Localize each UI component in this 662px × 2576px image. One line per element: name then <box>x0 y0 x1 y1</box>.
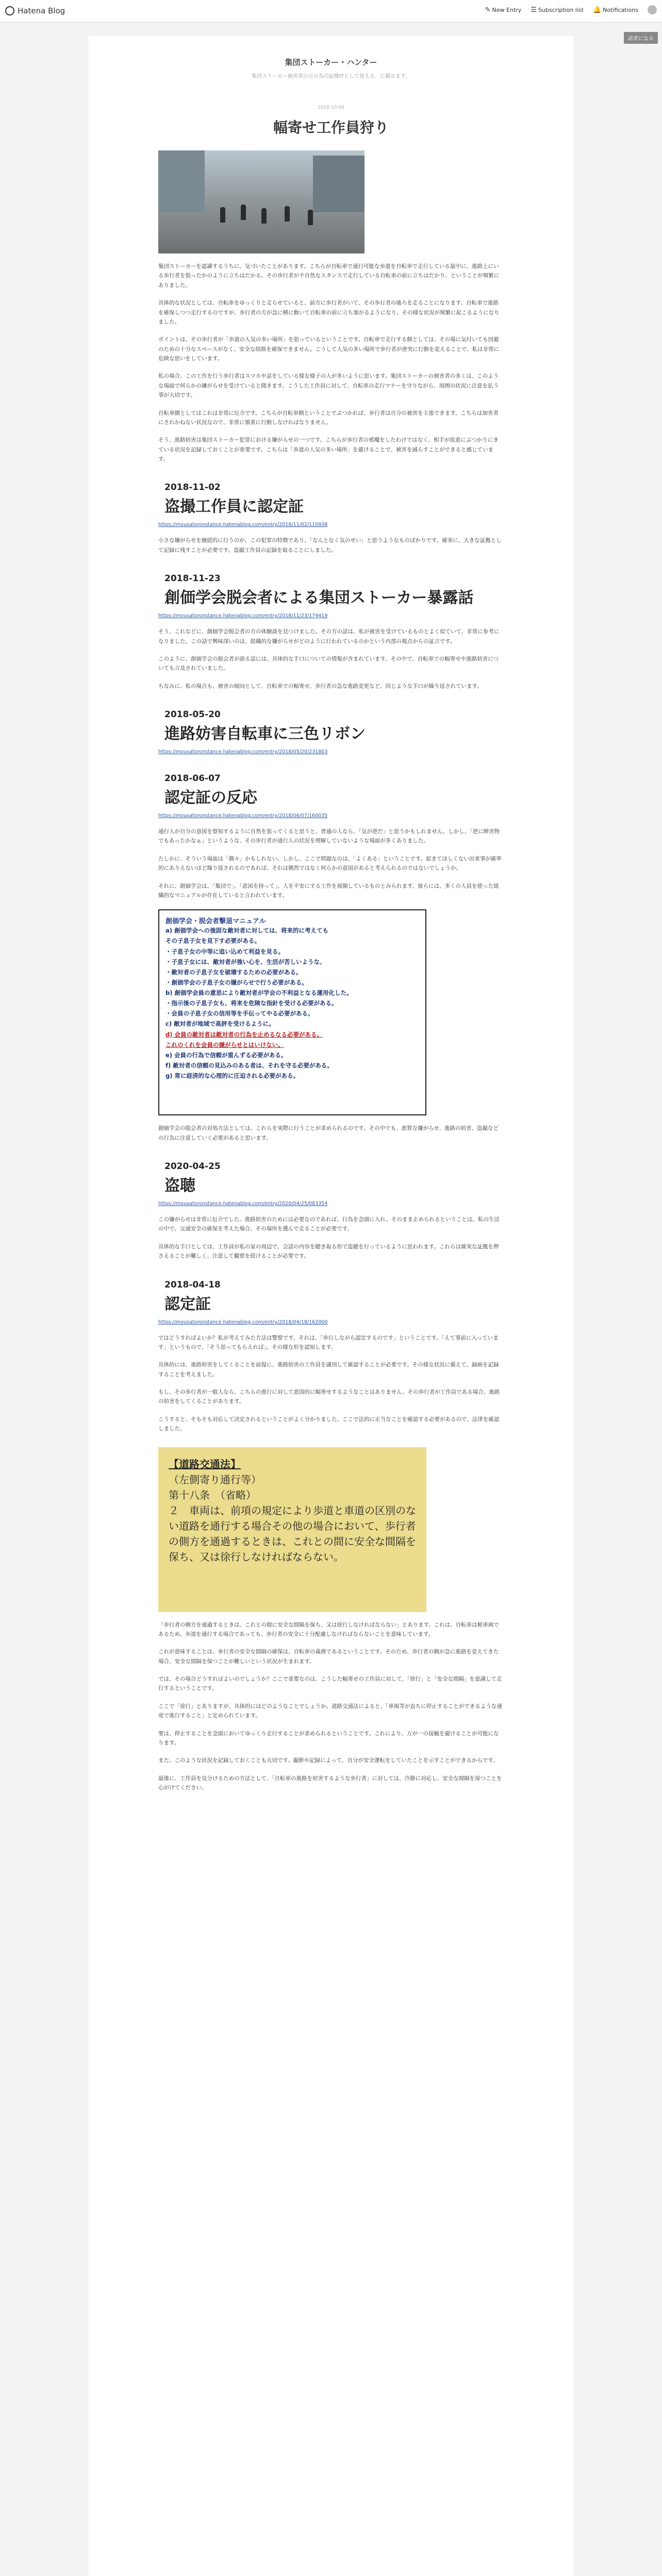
manual-line: その子息子女を見下す必要がある。 <box>166 937 260 945</box>
paragraph: 具体的な状況としては、自転車をゆっくりと走らせていると、前方に歩行者がいて、その歩行者の後ろを走ることになります。自転車で進路を確保しつつ走行するのですが、歩行者の方が急に横に動いて自転車の前に立ち塞がるようになり、その様な状況が頻繁に起こるようになりました。 <box>158 300 500 325</box>
manual-line: g) 常に経済的な心理的に圧迫される必要がある。 <box>166 1072 299 1079</box>
paragraph: 私の場合、この工作を行う歩行者はスマホや話をしている様な様子の人が多いように思います。集団ストーカーの被害者の多くは、このような場面で何らかの嫌がらせを受けていると聞きます。こうした工作員に対して、自転車の走行マナーを守りながら、周囲の状況に注意を払う事が大切です。 <box>158 373 499 399</box>
section-link[interactable]: https://mousatoronstance.hatenablog.com/entry/2018/05/20/231803 <box>158 749 328 755</box>
paragraph: たしかに、そういう場面は「偶々」かもしれない。しかし、ここで問題なのは、「よくある」ということです。起きてほしくない出来事が確率的にありえないほど繰り返されるのであれば、それは偶然ではなく何らかの意図があると考えられるのではないでしょうか。 <box>158 855 502 872</box>
section-date: 2018-11-02 <box>164 482 221 493</box>
paragraph: ここで「徐行」とありますが、具体的にはどのようなことでしょうか。道路交通法によると、「車両等が直ちに停止することができるような速度で進行すること」と定められています。 <box>158 1703 502 1719</box>
manual-line: これのくれを会員の嫌がらせとはいけない。 <box>166 1041 284 1048</box>
paragraph: 具体的には、進路妨害をしてくることを前提に、進路妨害の工作員を識別して確認することが必要です。その様な状況に備えて、録画を記録することを考えました。 <box>158 1362 499 1378</box>
law-body: ２ 車両は、前項の規定により歩道と車道の区別のない道路を通行する場合その他の場合において、歩行者の側方を通過するときは、これとの間に安全な間隔を保ち、又は徐行しなければならない。 <box>169 1504 416 1563</box>
manual-line: a) 創価学会への強固な敵対者に対しては、将来的に考えても <box>166 927 329 935</box>
bell-icon: 🔔 <box>592 6 602 14</box>
subscription-label: Subscription list <box>538 6 584 13</box>
user-avatar[interactable] <box>648 5 657 14</box>
paragraph: それに、創価学会は、「集団で」、「意図を持って」、人を不安にする工作を展開しているものとみられます。彼らには、多くの人員を使った組織的なマニュアルが存在していると言われています。 <box>158 883 499 899</box>
entry-date[interactable]: 2018-10-06 <box>317 105 345 110</box>
section-date: 2018-04-18 <box>164 1279 221 1290</box>
paragraph: 通行人が自分の意図を察知するように自然を装ってくると思うと、普通の人なら、「気が逆だ」と思うかもしれません。しかし、「逆に障害物でもあったかなぁ」というような、その歩行者が通行人の状況を理解していないような場面が多くありました。 <box>158 828 500 844</box>
manual-line: b) 創価学会員の意思により敵対者が学会の不利益となる運用化した。 <box>166 989 353 996</box>
paragraph: このように、創価学会の脱会者が語る話には、具体的な手口についての情報が含まれています。その中で、自転車での幅寄せや進路妨害についても言及されていました。 <box>158 655 499 672</box>
section-link[interactable]: https://mousatoronstance.hatenablog.com/entry/2018/04/18/162000 <box>158 1319 328 1325</box>
section-link[interactable]: https://mousatoronstance.hatenablog.com/entry/2018/06/07/160035 <box>158 813 328 819</box>
paragraph: これが意味することは、歩行者の安全な間隔の確保は、自転車の義務であるということです。そのため、歩行者の側が急に進路を変えてきた場合、安全な間隔を保つことが難しいという状況が生まれます。 <box>158 1649 499 1665</box>
section-title: 盗撮工作員に認定証 <box>164 498 304 516</box>
entry-article <box>158 105 504 1792</box>
subscription-list-button[interactable] <box>531 6 584 14</box>
manual-line: ・会員の子息子女の信用等を手伝ってやる必要がある。 <box>166 1010 314 1018</box>
paragraph: この嫌がらせは非常に厄介でした。進路妨害のためには必要なのであれば、行為を念頭に入れ、そのまま止められるということは、私の生活の中で、交通安全の確保を考えた場合、その場所を選んで走ることが必要です。 <box>158 1216 500 1232</box>
paragraph: ではどうすればよいか？私が考えてみた方法は警察です。それは、「歩行しながら認定するのです」ということです。「えて事前に入っています」というもので、「そう思ってもらえれば」、その様な形を認知します。 <box>158 1334 499 1350</box>
paragraph: 創価学会の脱会者の対処方法としては、これらを実際に行うことが求められるのです。その中でも、悪質な嫌がらせ、進路の妨害、盗撮などの行為に注意していく必要があると思います。 <box>158 1125 499 1141</box>
paragraph: こうすると、そもそも対応して決定されるということがよく分かりました。ここで法的に正当なことを確認する必要があるので、法律を確認しました。 <box>158 1416 500 1432</box>
hatena-blog-brand[interactable] <box>5 6 65 15</box>
manual-line: d) 会員の敵対者は敵対者の行為を止めるなる必要がある。 <box>166 1030 323 1038</box>
manual-line: ・子息子女には、敵対者が強い心を、生活が苦しいような、 <box>166 958 326 965</box>
list-icon: ☰ <box>531 6 537 14</box>
law-quote-box <box>158 1447 426 1612</box>
manual-title: 創価学会・脱会者撃退マニュアル <box>166 918 266 926</box>
law-heading: 【道路交通法】 <box>169 1458 241 1470</box>
section-link[interactable]: https://mousatoronstance.hatenablog.com/entry/2018/11/02/110938 <box>158 522 328 528</box>
brand-label: Hatena Blog <box>18 6 65 15</box>
subscribe-readers-button[interactable]: 読者になる <box>624 32 658 44</box>
manual-line: c) 敵対者が地域で高評を受けるように。 <box>166 1020 275 1028</box>
section-link[interactable]: https://mousatoronstance.hatenablog.com/entry/2020/04/25/083354 <box>158 1201 328 1207</box>
paragraph: そう、これなどに、創価学会脱会者の方の体験談を見つけました。その方の話は、私が被害を受けているものとよく似ていて、非常に参考になりました。この話で興味深いのは、組織的な嫌がらせがどのように行われているのかという内部の視点からの証言です。 <box>158 629 500 645</box>
manual-line: ・創価学会の子息子女の嫌がらせで行う必要がある。 <box>166 978 308 986</box>
paragraph: 具体的な手口としては、工作員が私の家の周辺で、会話の内容を聴き取る形で盗聴を行っているように思われます。これらは確実な証拠を押さえることが難しく、注意して観察を続けることが必要です。 <box>158 1243 499 1260</box>
paragraph: また、このような状況を記録しておくことも大切です。撮影や記録によって、自分が安全運転をしていたことを示すことができるからです。 <box>158 1757 499 1764</box>
section-title: 認定証 <box>164 1295 211 1313</box>
paragraph: 要は、停止することを念頭においてゆっくり走行することが求められるということです。これにより、万が一の接触を避けることが可能になります。 <box>158 1730 499 1746</box>
section-date: 2018-05-20 <box>164 709 221 720</box>
blog-title[interactable]: 集団ストーカー・ハンター <box>285 58 377 67</box>
section-date: 2018-11-23 <box>164 573 221 584</box>
new-entry-label: New Entry <box>492 6 522 13</box>
paragraph: 自転車側としてはこれは非常に厄介です。こちらが自転車側ということでぶつかれば、歩行者は自分の被害を主張できます。こちらは加害者にされかねない状況なので、非常に慎重に行動しなければなりません。 <box>158 410 499 426</box>
entry-intro <box>158 262 504 464</box>
law-subheading: （左側寄り通行等） <box>169 1473 261 1486</box>
paragraph: 集団ストーカーを認識するうちに、気づいたことがあります。こちらが自転車で通行可能な歩道を自転車で走行している最中に、進路上にいる歩行者を狙ったかのように立ちはだかる。その歩行者が不自然なスタンスで走行している自転車の前に立ちはだかり、ということが頻繁にありました。 <box>158 263 500 289</box>
manual-line: ・指示後の子息子女も、将来を危険な指針を受ける必要がある。 <box>166 999 338 1007</box>
blog-page <box>89 36 573 2576</box>
new-entry-button[interactable] <box>485 6 522 14</box>
paragraph: 「歩行者の側方を通過するときは、これとの間に安全な間隔を保ち、又は徐行しなければならない」とあります。これは、自転車は軽車両であるため、歩道を通行する場合であっても、歩行者の安全に十分配慮しなければならないことを意味しています。 <box>158 1621 499 1637</box>
section-date: 2020-04-25 <box>164 1161 221 1172</box>
paragraph: もし、その歩行者が一般人なら、こちらの進行に対して意図的に幅寄せするようなことはありません。その歩行者が工作員である場合、進路の妨害をしてくることがあります。 <box>158 1389 500 1405</box>
entry-title[interactable]: 幅寄せ工作員狩り <box>273 119 389 136</box>
street-photo <box>158 150 365 253</box>
manual-line: ・敵対者の子息子女を破壊するための必要がある。 <box>166 968 302 976</box>
entry-sections <box>158 482 504 1792</box>
pencil-icon: ✎ <box>485 6 491 14</box>
paragraph: そう、進路妨害は集団ストーカー犯罪における嫌がらせの一つです。こちらが歩行者の邪魔をしたわけではなく、相手が故意にぶつかりにきている状況を記録しておくことが重要です。こちらは「歩道の人気の多い場所」を避けることで、被害を減らすことができると感じています。 <box>158 437 499 462</box>
paragraph: ポイントは、その歩行者が「歩道の人気の多い場所」を狙っているということです。自転車で走行する側としては、その場に気付いても回避のための十分なスペースがなく、安全な経路を確保できません。こうして人気の多い場所で歩行者が唐突に行動を変えることで、私は非常に危険な思いをしています。 <box>158 336 500 362</box>
paragraph: では、その場合どうすればよいのでしょうか？ここで重要なのは、こうした幅寄せの工作員に対して、「徐行」と「安全な間隔」を意識して走行するということです。 <box>158 1676 502 1692</box>
notifications-label: Notifications <box>603 6 638 13</box>
manual-image <box>158 909 426 1115</box>
section-title: 認定証の反応 <box>164 789 257 807</box>
manual-line: ・子息子女の中等に追い込めて利益を見る。 <box>166 947 284 955</box>
section-link[interactable]: https://mousatoronstance.hatenablog.com/entry/2018/11/23/174419 <box>158 613 328 619</box>
paragraph: 小さな嫌がらせを継続的に行うのが、この犯罪の特徴であり、「なんとなく気のせい」と思うようなものばかりです。確実に、大きな証拠として記録に残すことが必要です。盗撮工作員の記録を取ることにしました。 <box>158 537 502 553</box>
top-navigation-bar <box>0 0 662 23</box>
blog-description: 集団ストーカー被害者の方の為の証拠ITとして使える、に載せます。 <box>251 74 411 79</box>
paragraph: 最後に、工作員を見分けるための方法として、「自転車の進路を妨害するような歩行者」に対しては、冷静に対応し、安全な間隔を保つことを心がけてください。 <box>158 1775 502 1791</box>
section-title: 盗聴 <box>164 1177 195 1195</box>
hatena-logo-icon <box>5 6 14 15</box>
manual-line: e) 会員の行為で信頼が重んずる必要がある。 <box>166 1051 287 1059</box>
section-title: 進路妨害自転車に三色リボン <box>164 725 366 743</box>
paragraph: ちなみに、私の場合も、被害の傾向として、自転車での幅寄せ、歩行者の急な進路変更など、同じような手口が繰り返されています。 <box>158 683 483 689</box>
blog-header <box>89 57 573 79</box>
law-article: 第十八条 （省略） <box>169 1488 256 1501</box>
manual-line: f) 敵対者の信頼の見込みのある者は、それを守る必要がある。 <box>166 1061 333 1069</box>
section-title: 創価学会脱会者による集団ストーカー暴露話 <box>164 589 474 607</box>
notifications-button[interactable] <box>593 6 638 14</box>
section-date: 2018-06-07 <box>164 773 221 784</box>
